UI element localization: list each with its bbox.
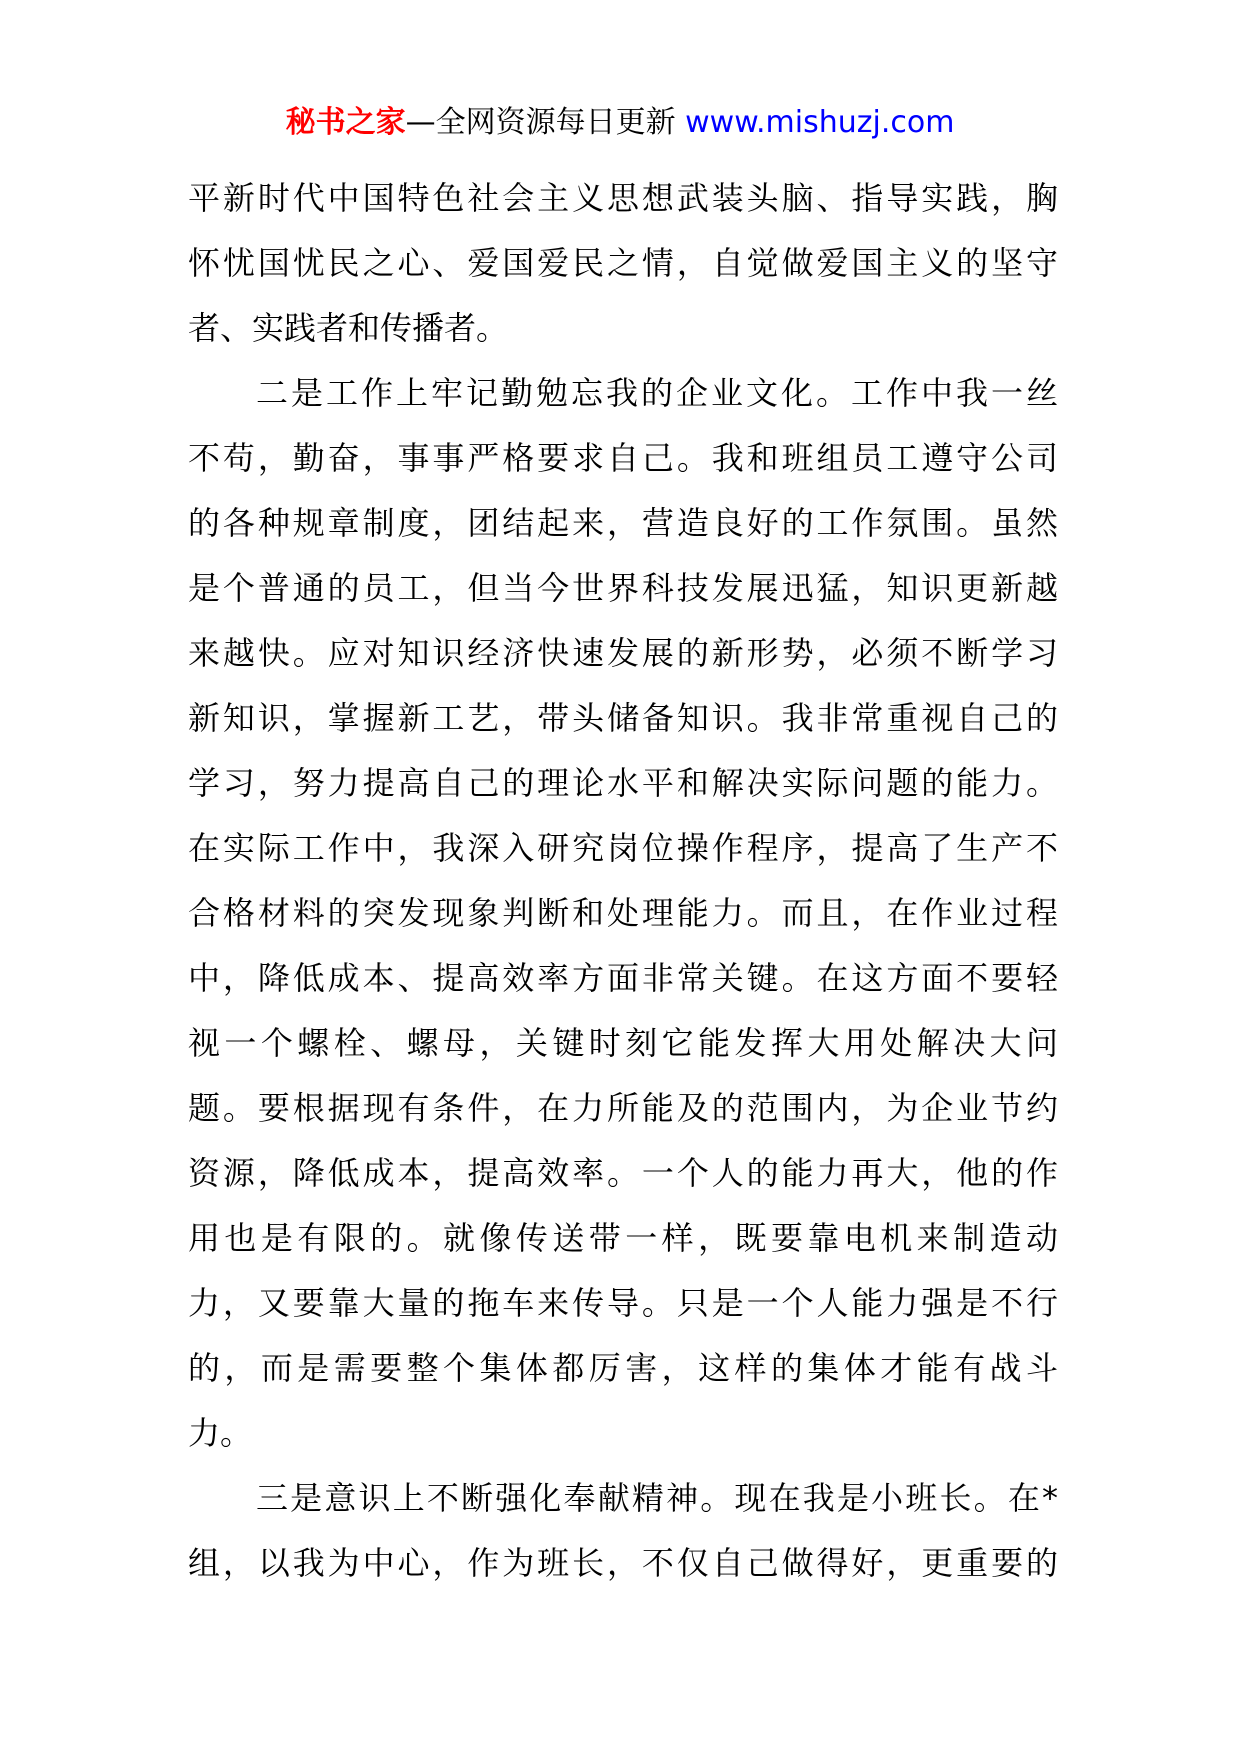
text-line: 平新时代中国特色社会主义思想武装头脑、指导实践，胸 xyxy=(188,179,1058,217)
paragraph-start-line: 三是意识上不断强化奉献精神。现在我是小班长。在* xyxy=(256,1479,1058,1517)
header-brand: 秘书之家 xyxy=(285,105,406,140)
text-line: 新知识，掌握新工艺，带头储备知识。我非常重视自己的 xyxy=(188,699,1058,737)
text-line: 的，而是需要整个集体都厉害，这样的集体才能有战斗 xyxy=(188,1349,1058,1387)
text-line: 来越快。应对知识经济快速发展的新形势，必须不断学习 xyxy=(188,634,1058,672)
text-line: 题。要根据现有条件，在力所能及的范围内，为企业节约 xyxy=(188,1089,1058,1127)
text-line: 资源，降低成本，提高效率。一个人的能力再大，他的作 xyxy=(188,1154,1058,1192)
text-line: 组，以我为中心，作为班长，不仅自己做得好，更重要的 xyxy=(188,1544,1058,1582)
text-line: 是个普通的员工，但当今世界科技发展迅猛，知识更新越 xyxy=(188,569,1058,607)
text-line: 合格材料的突发现象判断和处理能力。而且，在作业过程 xyxy=(188,894,1058,932)
text-line: 学习，努力提高自己的理论水平和解决实际问题的能力。 xyxy=(188,764,1058,802)
header-url-link[interactable]: www.mishuzj.com xyxy=(685,105,955,140)
paragraph-start-line: 二是工作上牢记勤勉忘我的企业文化。工作中我一丝 xyxy=(256,374,1058,412)
text-line: 者、实践者和传播者。 xyxy=(188,309,509,347)
text-line: 用也是有限的。就像传送带一样，既要靠电机来制造动 xyxy=(188,1219,1058,1257)
page-header xyxy=(0,100,1240,146)
text-line: 的各种规章制度，团结起来，营造良好的工作氛围。虽然 xyxy=(188,504,1058,542)
text-line: 中，降低成本、提高效率方面非常关键。在这方面不要轻 xyxy=(188,959,1058,997)
text-line: 力，又要靠大量的拖车来传导。只是一个人能力强是不行 xyxy=(188,1284,1058,1322)
document-body xyxy=(188,166,1058,1596)
text-line: 在实际工作中，我深入研究岗位操作程序，提高了生产不 xyxy=(188,829,1058,867)
text-line: 不苟，勤奋，事事严格要求自己。我和班组员工遵守公司 xyxy=(188,439,1058,477)
text-line: 视一个螺栓、螺母，关键时刻它能发挥大用处解决大问 xyxy=(188,1024,1058,1062)
header-tagline: —全网资源每日更新 xyxy=(405,105,676,140)
text-line: 怀忧国忧民之心、爱国爱民之情，自觉做爱国主义的坚守 xyxy=(188,244,1058,282)
text-line: 力。 xyxy=(188,1414,253,1452)
